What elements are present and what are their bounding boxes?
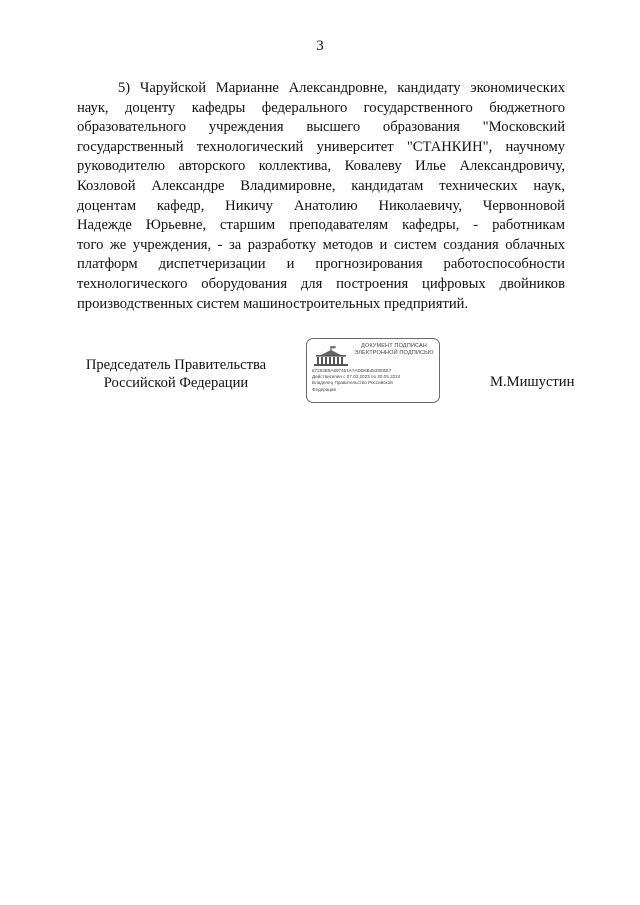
paragraph-line: платформ диспетчеризации и прогнозирования работоспособности xyxy=(77,256,565,273)
page-number: 3 xyxy=(316,38,324,54)
stamp-heading xyxy=(351,343,437,357)
electronic-signature-stamp xyxy=(306,338,440,403)
paragraph-line: руководителю авторского коллектива, Ковалеву Илье Александровичу, xyxy=(77,158,565,175)
paragraph-line: наук, доценту кафедры федерального государственного бюджетного xyxy=(77,99,565,116)
signer-name: М.Мишустин xyxy=(490,374,575,390)
paragraph-line: государственный технологический университет "СТАНКИН", научному xyxy=(77,138,565,155)
paragraph-line: Козловой Александре Владимировне, кандидатам технических наук, xyxy=(77,177,565,194)
paragraph-line: того же учреждения, - за разработку методов и систем создания облачных xyxy=(77,236,565,253)
signer-title-line: Российской Федерации xyxy=(103,374,249,391)
signer-title-line: Председатель Правительства xyxy=(85,357,267,373)
stamp-heading-line: ЭЛЕКТРОННОЙ ПОДПИСЬЮ xyxy=(354,350,434,356)
paragraph-line: доцентам кафедр, Никичу Анатолию Николаевичу, Червонновой xyxy=(77,197,565,214)
stamp-details xyxy=(312,368,437,393)
certificate-serial: 67283B5A697461A7ADD6B4828E6E7 xyxy=(312,368,392,373)
paragraph-line: образовательного учреждения высшего образования "Московский xyxy=(77,119,565,136)
certificate-owner: Владелец Правительство Российской xyxy=(312,380,393,386)
paragraph-line: производственных систем машиностроительных предприятий. xyxy=(77,295,469,312)
certificate-validity: Действителен с 07.03.2023 по 30.05.2024 xyxy=(312,374,401,380)
paragraph-line: Надежде Юрьевне, старшим преподавателям кафедры, - работникам xyxy=(77,217,565,234)
stamp-heading-line: ДОКУМЕНТ ПОДПИСАН xyxy=(361,343,427,349)
decree-paragraph xyxy=(77,79,565,314)
government-building-icon xyxy=(313,345,349,367)
certificate-owner: Федерации xyxy=(312,386,337,392)
signer-title xyxy=(70,357,282,392)
paragraph-line: 5) Чаруйской Марианне Александровне, кандидату экономических xyxy=(118,80,565,96)
paragraph-line: технологического оборудования для построения цифровых двойников xyxy=(77,275,565,292)
